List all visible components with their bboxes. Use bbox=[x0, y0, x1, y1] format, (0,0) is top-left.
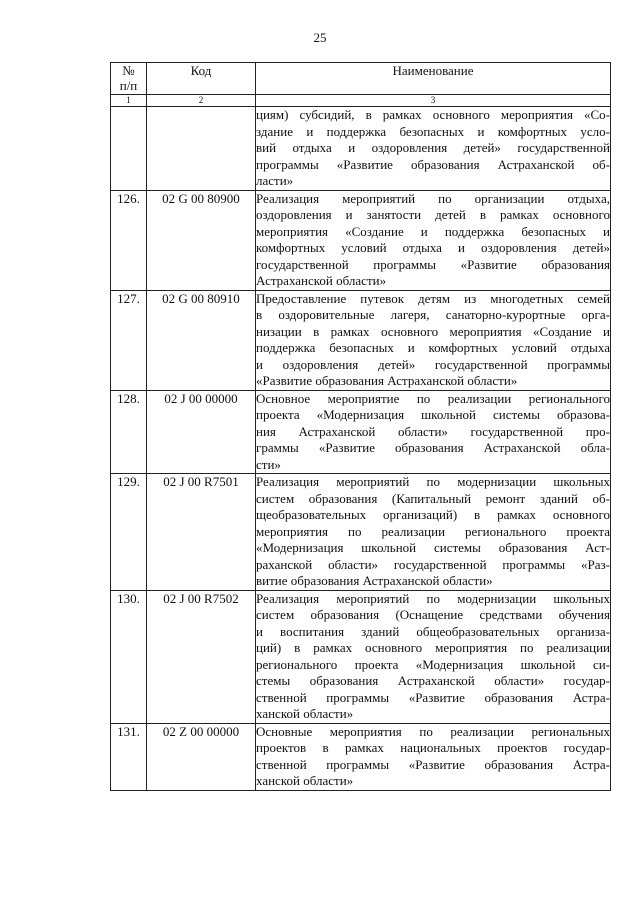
row-number: 131. bbox=[111, 723, 147, 790]
row-code: 02 J 00 R7501 bbox=[147, 474, 256, 591]
row-name-line: низации в рамках основного мероприятия «Создание и bbox=[256, 323, 610, 339]
column-index-1: 1 bbox=[111, 95, 147, 107]
row-name bbox=[256, 190, 611, 290]
row-name-line: «Развитие образования Астраханской области» bbox=[256, 373, 518, 388]
row-number bbox=[111, 107, 147, 191]
table-row bbox=[111, 190, 611, 290]
row-name-line: оздоровления и занятости детей в рамках основного bbox=[256, 207, 610, 222]
row-name-line: поддержка безопасных и комфортных условий отдыха bbox=[256, 340, 610, 355]
row-number: 130. bbox=[111, 590, 147, 723]
table-header-row bbox=[111, 63, 611, 95]
row-code: 02 J 00 R7502 bbox=[147, 590, 256, 723]
table-row bbox=[111, 290, 611, 390]
header-number-line-1: № bbox=[122, 63, 135, 78]
row-name-line: стемы образования Астраханской области» государ- bbox=[256, 673, 610, 688]
column-index-3: 3 bbox=[256, 95, 611, 107]
row-number: 127. bbox=[111, 290, 147, 390]
row-number: 128. bbox=[111, 390, 147, 474]
row-name-line: витие образования Астраханской области» bbox=[256, 573, 493, 588]
header-number bbox=[111, 63, 147, 95]
row-code: 02 J 00 00000 bbox=[147, 390, 256, 474]
row-name-line: ственной программы «Развитие образования Астра- bbox=[256, 756, 610, 772]
table-row bbox=[111, 390, 611, 474]
row-code bbox=[147, 107, 256, 191]
row-name-line: регионального проекта «Модернизация школьной си- bbox=[256, 656, 610, 672]
table-row bbox=[111, 474, 611, 591]
row-name bbox=[256, 474, 611, 591]
table-body bbox=[111, 107, 611, 791]
column-index-row bbox=[111, 95, 611, 107]
row-name-line: в оздоровительные лагеря, санаторно-курортные орга- bbox=[256, 307, 610, 322]
row-name-line: и воспитания зданий общеобразовательных организа- bbox=[256, 623, 610, 639]
table-row bbox=[111, 723, 611, 790]
row-name-line: комфортных условий отдыха и оздоровления детей» bbox=[256, 240, 610, 255]
row-name-line: сти» bbox=[256, 456, 281, 472]
row-name-line: здание и поддержка безопасных и комфортных усло- bbox=[256, 123, 610, 139]
row-name-line: Реализация мероприятий по модернизации школьных bbox=[256, 474, 610, 489]
row-name bbox=[256, 723, 611, 790]
budget-classification-table bbox=[110, 62, 611, 791]
row-code: 02 G 00 80910 bbox=[147, 290, 256, 390]
row-name-line: государственной программы «Развитие образования bbox=[256, 256, 610, 272]
row-name-line: Реализация мероприятий по организации отдыха, bbox=[256, 190, 610, 206]
row-name-line: циям) субсидий, в рамках основного мероприятия «Со- bbox=[256, 107, 610, 122]
row-name-line: Основное мероприятие по реализации регионального bbox=[256, 390, 610, 406]
row-name bbox=[256, 290, 611, 390]
row-name-line: мероприятия по реализации регионального проекта bbox=[256, 523, 610, 539]
row-name-line: ласти» bbox=[256, 173, 294, 188]
row-name-line: щеобразовательных организаций) в рамках основного bbox=[256, 507, 610, 522]
row-name bbox=[256, 390, 611, 474]
row-name bbox=[256, 107, 611, 191]
row-name-line: программы «Развитие образования Астраханской об- bbox=[256, 156, 610, 172]
column-index-2: 2 bbox=[147, 95, 256, 107]
row-name-line: проекта «Модернизация школьной системы образова- bbox=[256, 407, 610, 422]
row-name-line: и оздоровления детей» государственной программы bbox=[256, 356, 610, 372]
row-name-line: ханской области» bbox=[256, 706, 354, 721]
row-name-line: вий отдыха и оздоровления детей» государственной bbox=[256, 140, 610, 155]
table-row bbox=[111, 107, 611, 191]
row-name-line: граммы «Развитие образования Астраханской обла- bbox=[256, 440, 610, 455]
row-name-line: проектов в рамках национальных проектов государ- bbox=[256, 740, 610, 755]
row-name-line: раханской области» государственной программы «Раз- bbox=[256, 556, 610, 572]
row-name-line: ций) в рамках основного мероприятия по реализации bbox=[256, 640, 610, 655]
header-number-line-2: п/п bbox=[119, 78, 138, 93]
row-name-line: Реализация мероприятий по модернизации школьных bbox=[256, 590, 610, 606]
row-name-line: ханской области» bbox=[256, 773, 354, 788]
header-code: Код bbox=[147, 63, 256, 95]
row-number: 129. bbox=[111, 474, 147, 591]
row-name-line: Астраханской области» bbox=[256, 273, 387, 288]
page-number: 25 bbox=[313, 30, 327, 45]
row-name bbox=[256, 590, 611, 723]
header-name: Наименование bbox=[256, 63, 611, 95]
row-name-line: Основные мероприятия по реализации региональных bbox=[256, 723, 610, 739]
row-number: 126. bbox=[111, 190, 147, 290]
row-name-line: систем образования (Оснащение средствами обучения bbox=[256, 607, 610, 622]
row-name-line: «Модернизация школьной системы образования Аст- bbox=[256, 540, 610, 555]
row-name-line: Предоставление путевок детям из многодетных семей bbox=[256, 290, 610, 306]
row-code: 02 Z 00 00000 bbox=[147, 723, 256, 790]
table-row bbox=[111, 590, 611, 723]
row-name-line: систем образования (Капитальный ремонт зданий об- bbox=[256, 490, 610, 506]
row-name-line: мероприятия «Создание и поддержка безопасных и bbox=[256, 223, 610, 239]
row-code: 02 G 00 80900 bbox=[147, 190, 256, 290]
row-name-line: ственной программы «Развитие образования Астра- bbox=[256, 689, 610, 705]
row-name-line: ния Астраханской области» государственной про- bbox=[256, 423, 610, 439]
